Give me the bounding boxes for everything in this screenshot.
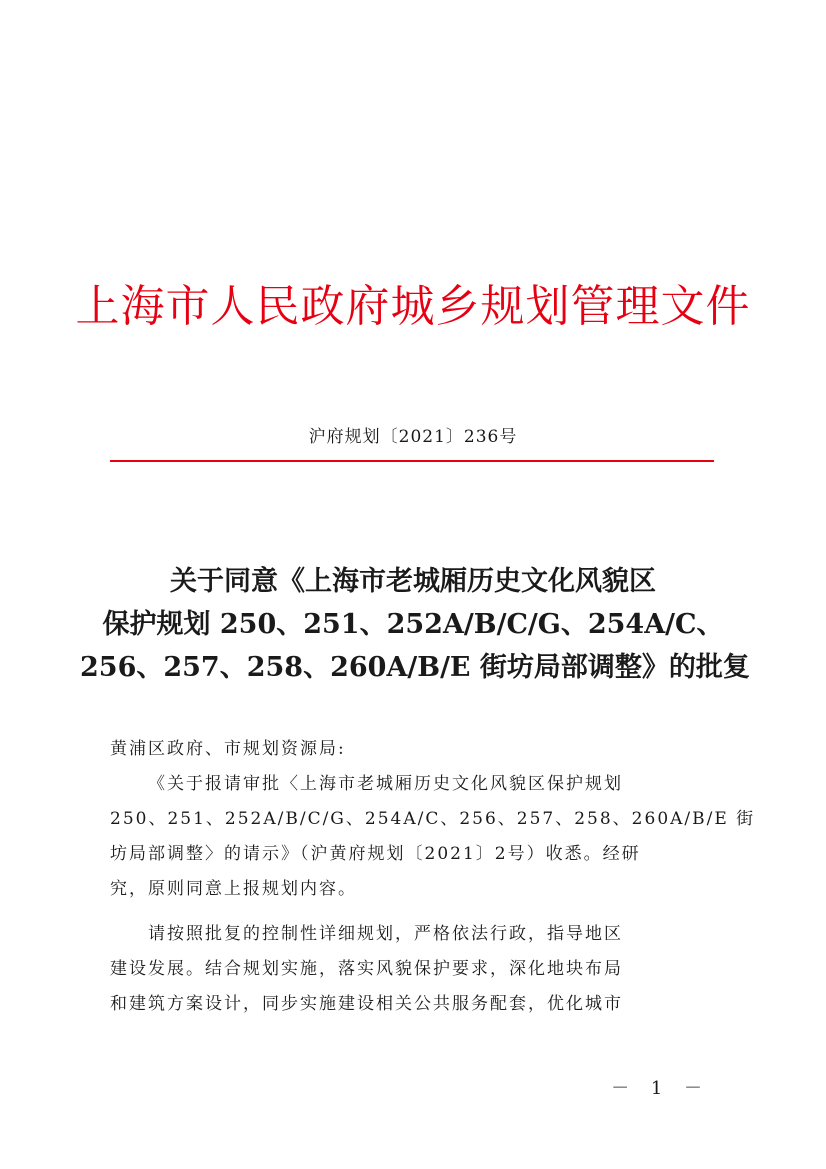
document-body bbox=[110, 732, 756, 1022]
document-headline bbox=[80, 560, 750, 689]
headline-line: 关于同意《上海市老城厢历史文化风貌区 bbox=[170, 566, 656, 597]
issuer-title: 上海市人民政府城乡规划管理文件 bbox=[75, 281, 751, 332]
paragraph-line: 250、251、252A/B/C/G、254A/C、256、257、258、260A/B/E 街 bbox=[110, 809, 756, 829]
headline-line: 256、257、258、260A/B/E 街坊局部调整》的批复 bbox=[80, 652, 750, 683]
addressee: 黄浦区政府、市规划资源局: bbox=[110, 739, 346, 759]
paragraph-line: 究，原则同意上报规划内容。 bbox=[110, 879, 357, 899]
paragraph-line: 和建筑方案设计，同步实施建设相关公共服务配套，优化城市 bbox=[110, 994, 623, 1014]
page-number: － 1 － bbox=[611, 1078, 710, 1099]
red-divider-line bbox=[110, 460, 714, 462]
document-number: 沪府规划〔2021〕236号 bbox=[308, 427, 518, 447]
paragraph-line: 建设发展。结合规划实施，落实风貌保护要求，深化地块布局 bbox=[110, 959, 623, 979]
paragraph-line: 坊局部调整〉的请示》（沪黄府规划〔2021〕2号）收悉。经研 bbox=[110, 844, 641, 864]
paragraph-line: 《关于报请审批〈上海市老城厢历史文化风貌区保护规划 bbox=[148, 774, 623, 794]
headline-line: 保护规划 250、251、252A/B/C/G、254A/C、 bbox=[102, 609, 724, 640]
paragraph-line: 请按照批复的控制性详细规划，严格依法行政，指导地区 bbox=[148, 924, 623, 944]
